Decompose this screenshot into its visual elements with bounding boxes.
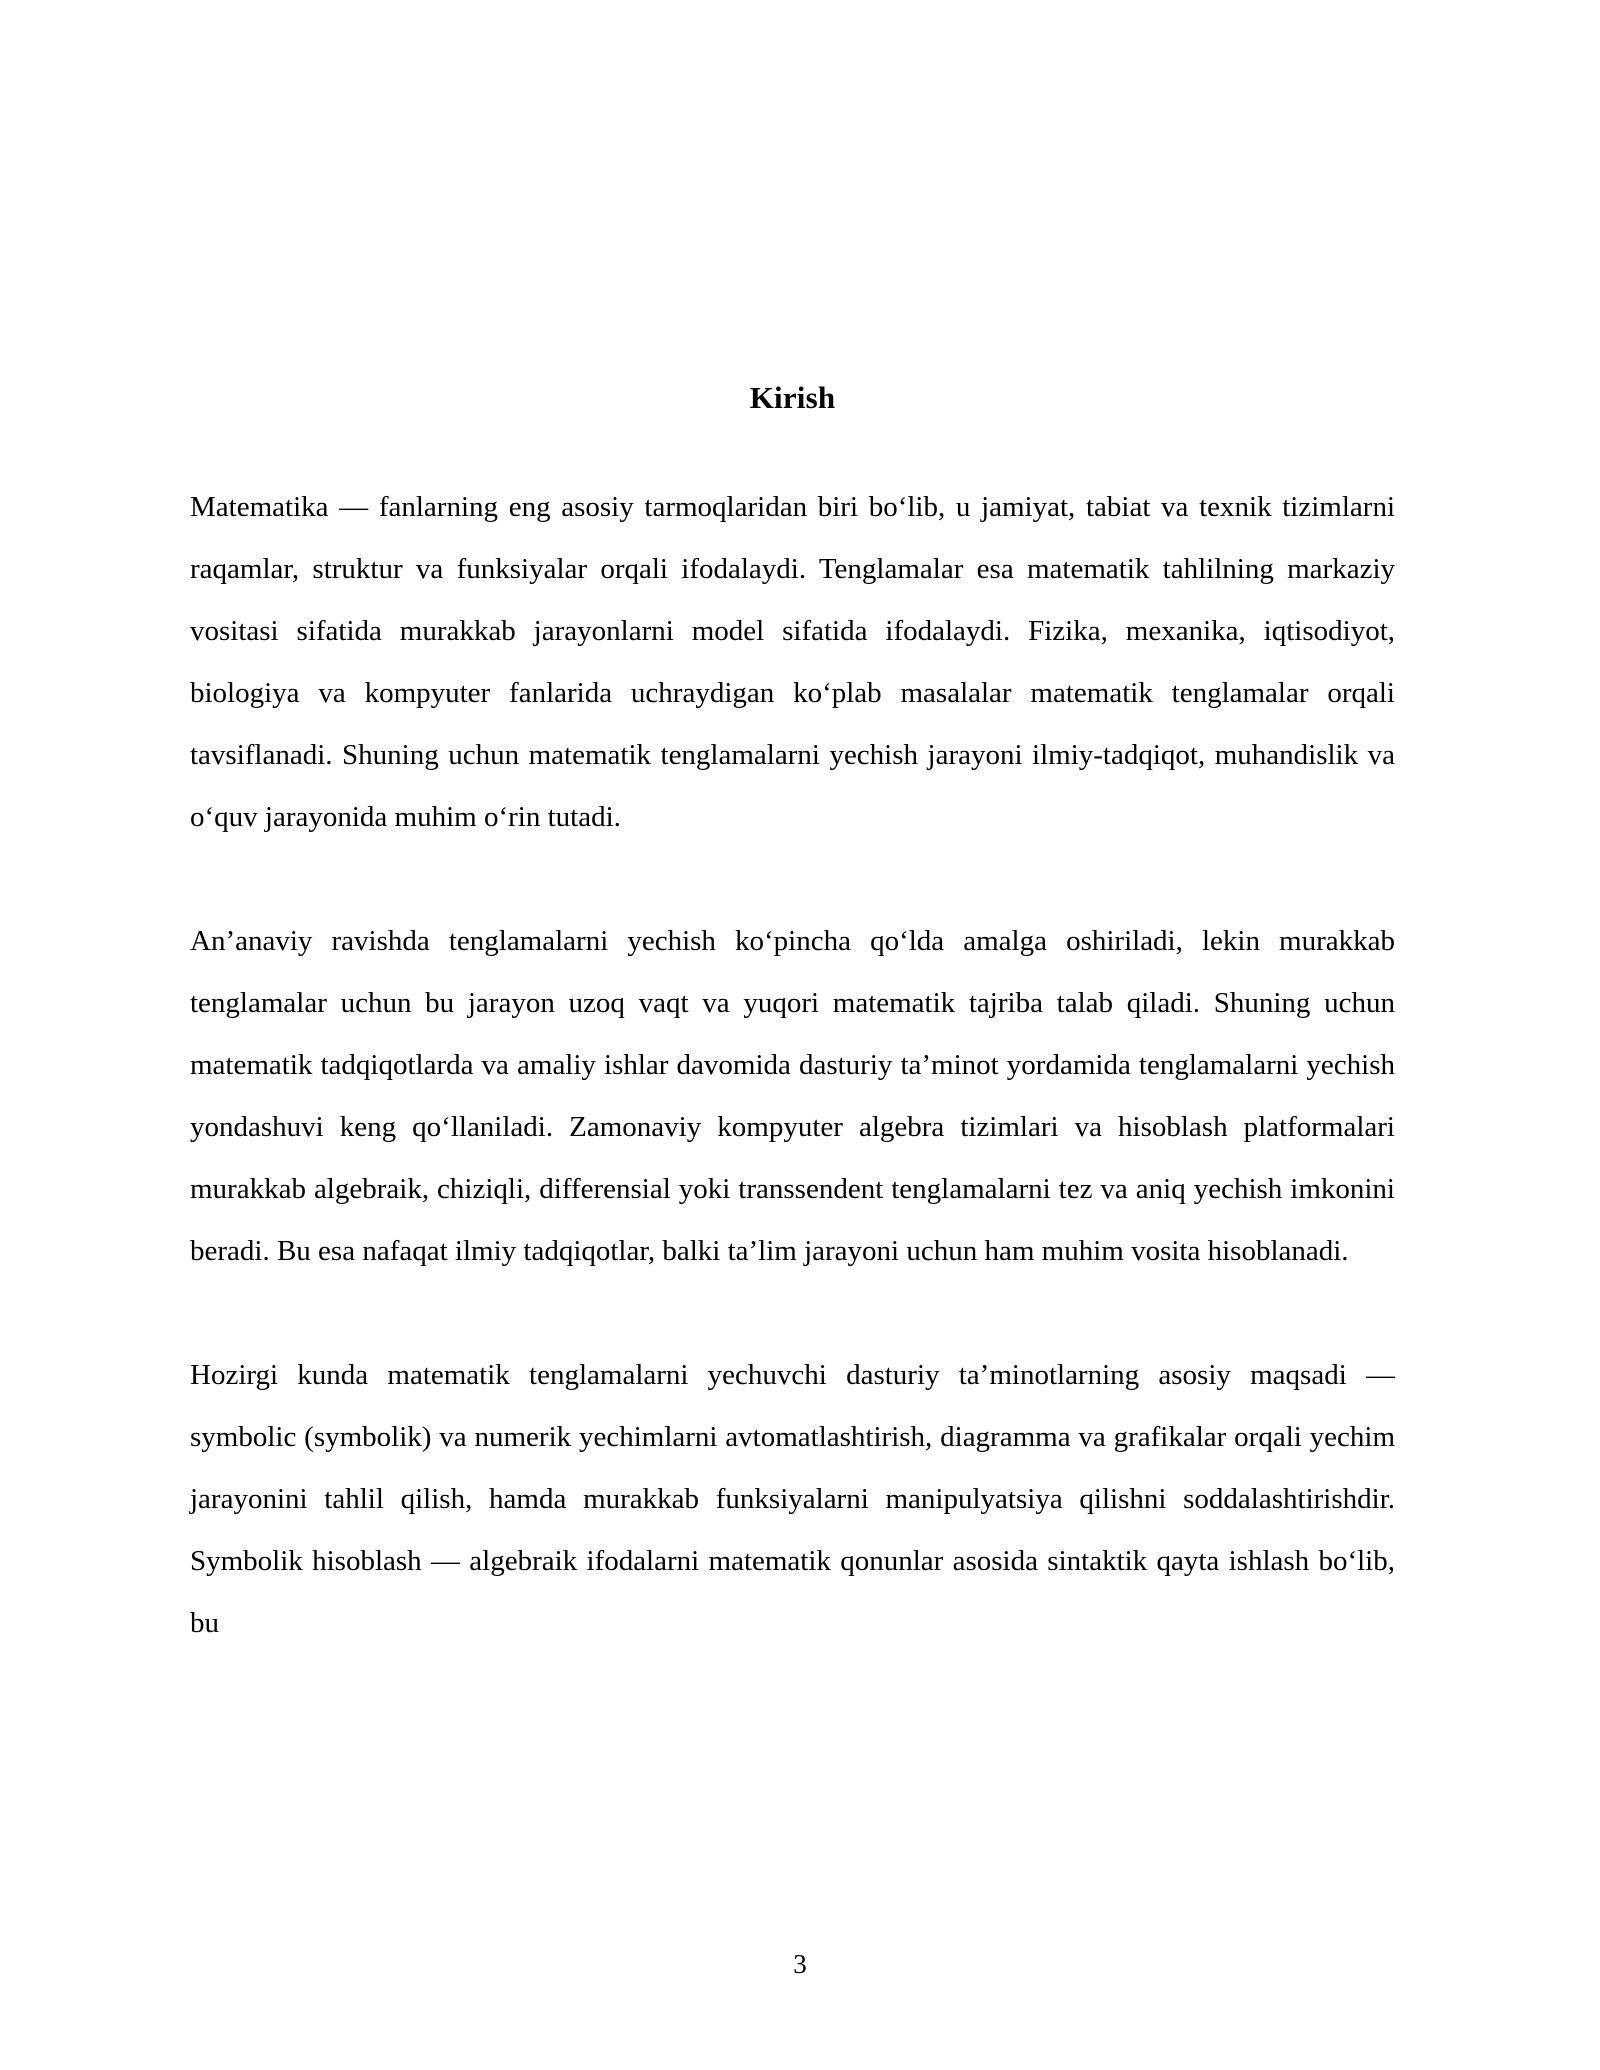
paragraph-3: Hozirgi kunda matematik tenglamalarni yechuvchi dasturiy ta’minotlarning asosiy maqsadi — symbolic (symbolik) va numerik yechimlarni avtomatlashtirish, diagramma va grafikalar orqali yechim jarayonini tahlil qilish, hamda murakkab funksiyalarni manipulyatsiya qilishni soddalashtirishdir. Symbolik hisoblash — algebraik ifodalarni matematik qonunlar asosida sintaktik qayta ishlash bo‘lib, bu xyxy=(190,1359,1395,1639)
paragraph-2: An’anaviy ravishda tenglamalarni yechish ko‘pincha qo‘lda amalga oshiriladi, lekin murakkab tenglamalar uchun bu jarayon uzoq vaqt va yuqori matematik tajriba talab qiladi. Shuning uchun matematik tadqiqotlarda va amaliy ishlar davomida dasturiy ta’minot yordamida tenglamalarni yechish yondashuvi keng qo‘llaniladi. Zamonaviy kompyuter algebra tizimlari va hisoblash platformalari murakkab algebraik, chiziqli, differensial yoki transsendent tenglamalarni tez va aniq yechish imkonini beradi. Bu esa nafaqat ilmiy tadqiqotlar, balki ta’lim jarayoni uchun ham muhim vosita hisoblanadi. xyxy=(190,925,1395,1267)
document-body xyxy=(190,476,1395,1654)
page-number: 3 xyxy=(793,1949,807,1979)
paragraph-1: Matematika — fanlarning eng asosiy tarmoqlaridan biri bo‘lib, u jamiyat, tabiat va texnik tizimlarni raqamlar, struktur va funksiyalar orqali ifodalaydi. Tenglamalar esa matematik tahlilning markaziy vositasi sifatida murakkab jarayonlarni model sifatida ifodalaydi. Fizika, mexanika, iqtisodiyot, biologiya va kompyuter fanlarida uchraydigan ko‘plab masalalar matematik tenglamalar orqali tavsiflanadi. Shuning uchun matematik tenglamalarni yechish jarayoni ilmiy-tadqiqot, muhandislik va o‘quv jarayonida muhim o‘rin tutadi. xyxy=(190,491,1395,833)
page-title: Kirish xyxy=(749,380,836,415)
